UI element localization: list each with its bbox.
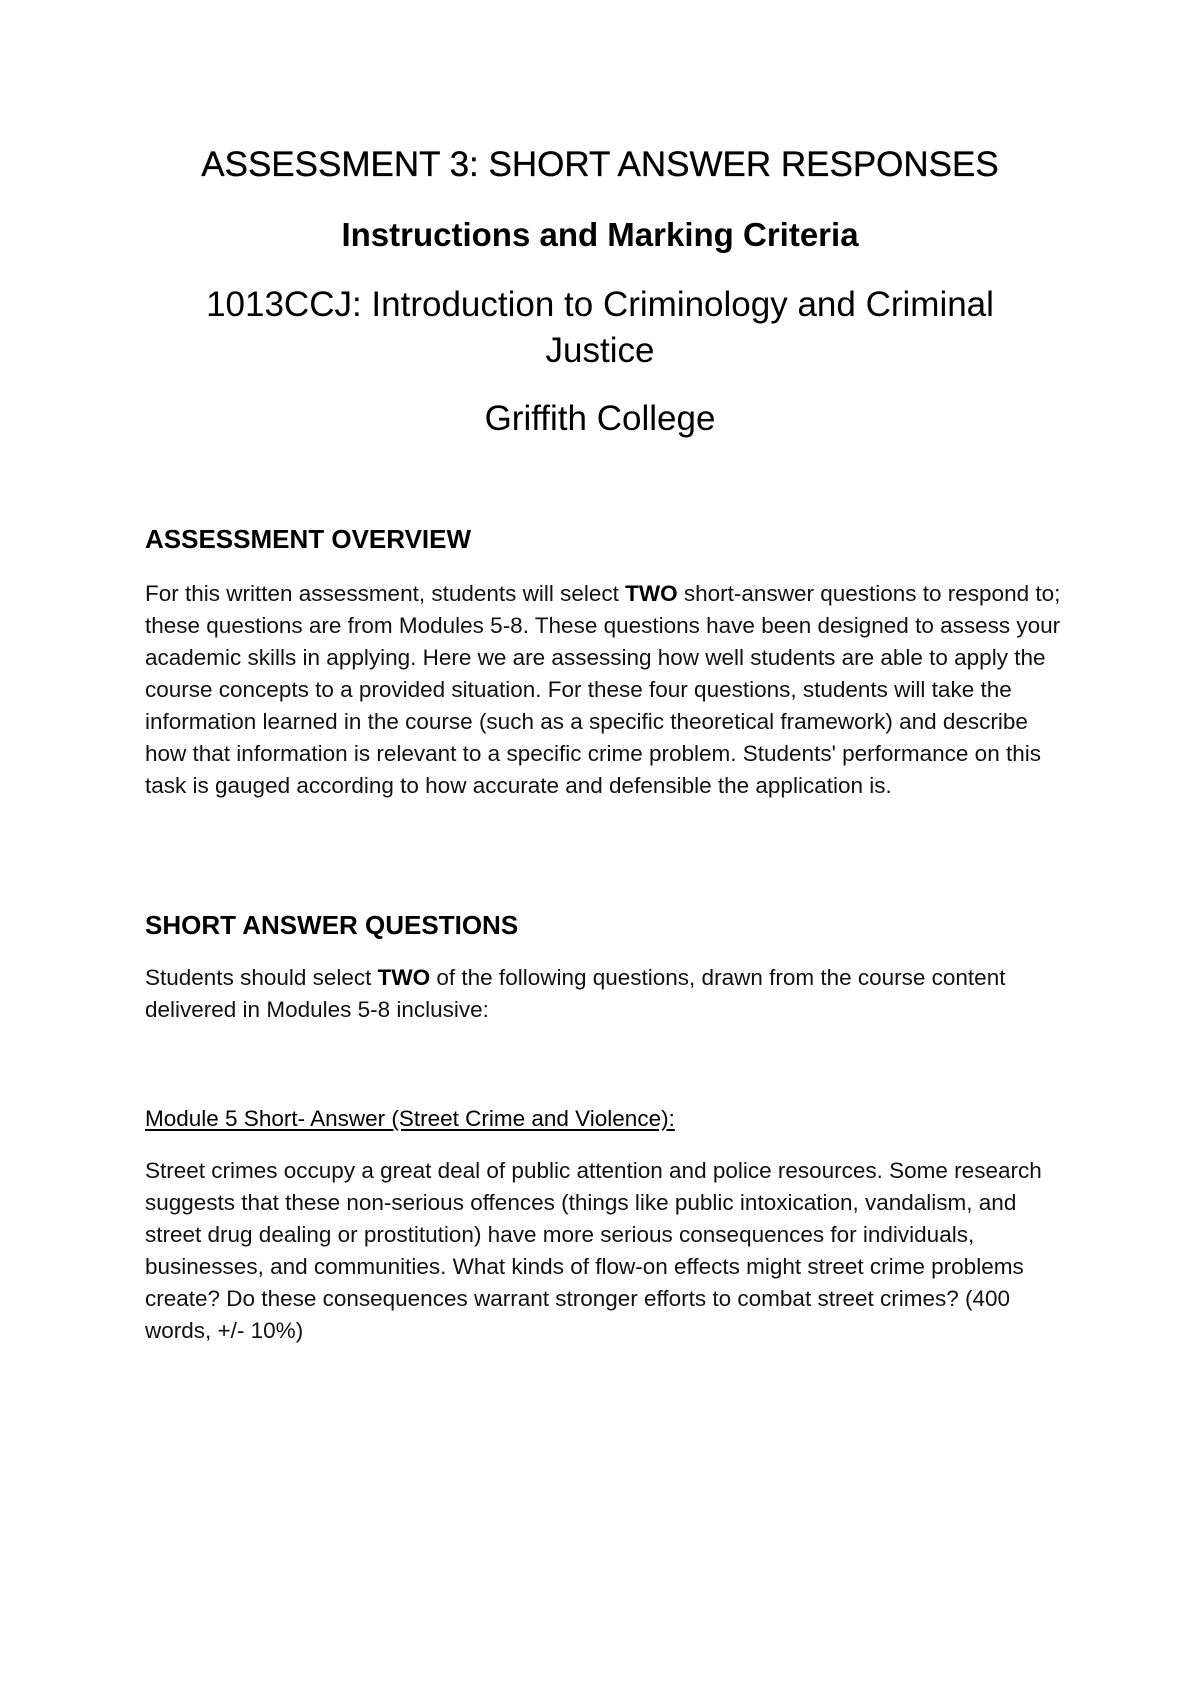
- questions-emphasis: TWO: [377, 965, 431, 990]
- module5-heading: Module 5 Short- Answer (Street Crime and Violence):: [145, 1106, 675, 1131]
- overview-heading: ASSESSMENT OVERVIEW: [145, 524, 472, 554]
- questions-paragraph: [145, 962, 1065, 1026]
- module5-question: Street crimes occupy a great deal of public attention and police resources. Some research suggests that these non-serious offences (things like public intoxication, vandalism, and street drug dealing or prostitution) have more serious consequences for individuals, businesses, and communities. What kinds of flow-on effects might street crime problems create? Do these consequences warrant stronger efforts to combat street crimes? (400 words, +/- 10%): [145, 1158, 1042, 1343]
- overview-emphasis: TWO: [625, 581, 678, 606]
- questions-heading: SHORT ANSWER QUESTIONS: [145, 910, 519, 940]
- institution-name: Griffith College: [484, 399, 716, 438]
- questions-text-start: Students should select: [145, 965, 378, 990]
- document-title: ASSESSMENT 3: SHORT ANSWER RESPONSES: [201, 145, 999, 184]
- overview-paragraph: [145, 578, 1065, 802]
- overview-text-end: short-answer questions to respond to; these questions are from Modules 5-8. These questions have been designed to assess your academic skills in applying. Here we are assessing how well students are able to apply the course concepts to a provided situation. For these four questions, students will take the information learned in the course (such as a specific theoretical framework) and describe how that information is relevant to a specific crime problem. Students' performance on this task is gauged according to how accurate and defensible the application is.: [145, 581, 1061, 798]
- questions-text-end: of the following questions, drawn from the course content delivered in Modules 5-8 inclusive:: [145, 965, 1006, 1022]
- document-subtitle: Instructions and Marking Criteria: [341, 216, 859, 253]
- course-name: 1013CCJ: Introduction to Criminology and Criminal Justice: [206, 285, 994, 370]
- overview-text-start: For this written assessment, students will select: [145, 581, 626, 606]
